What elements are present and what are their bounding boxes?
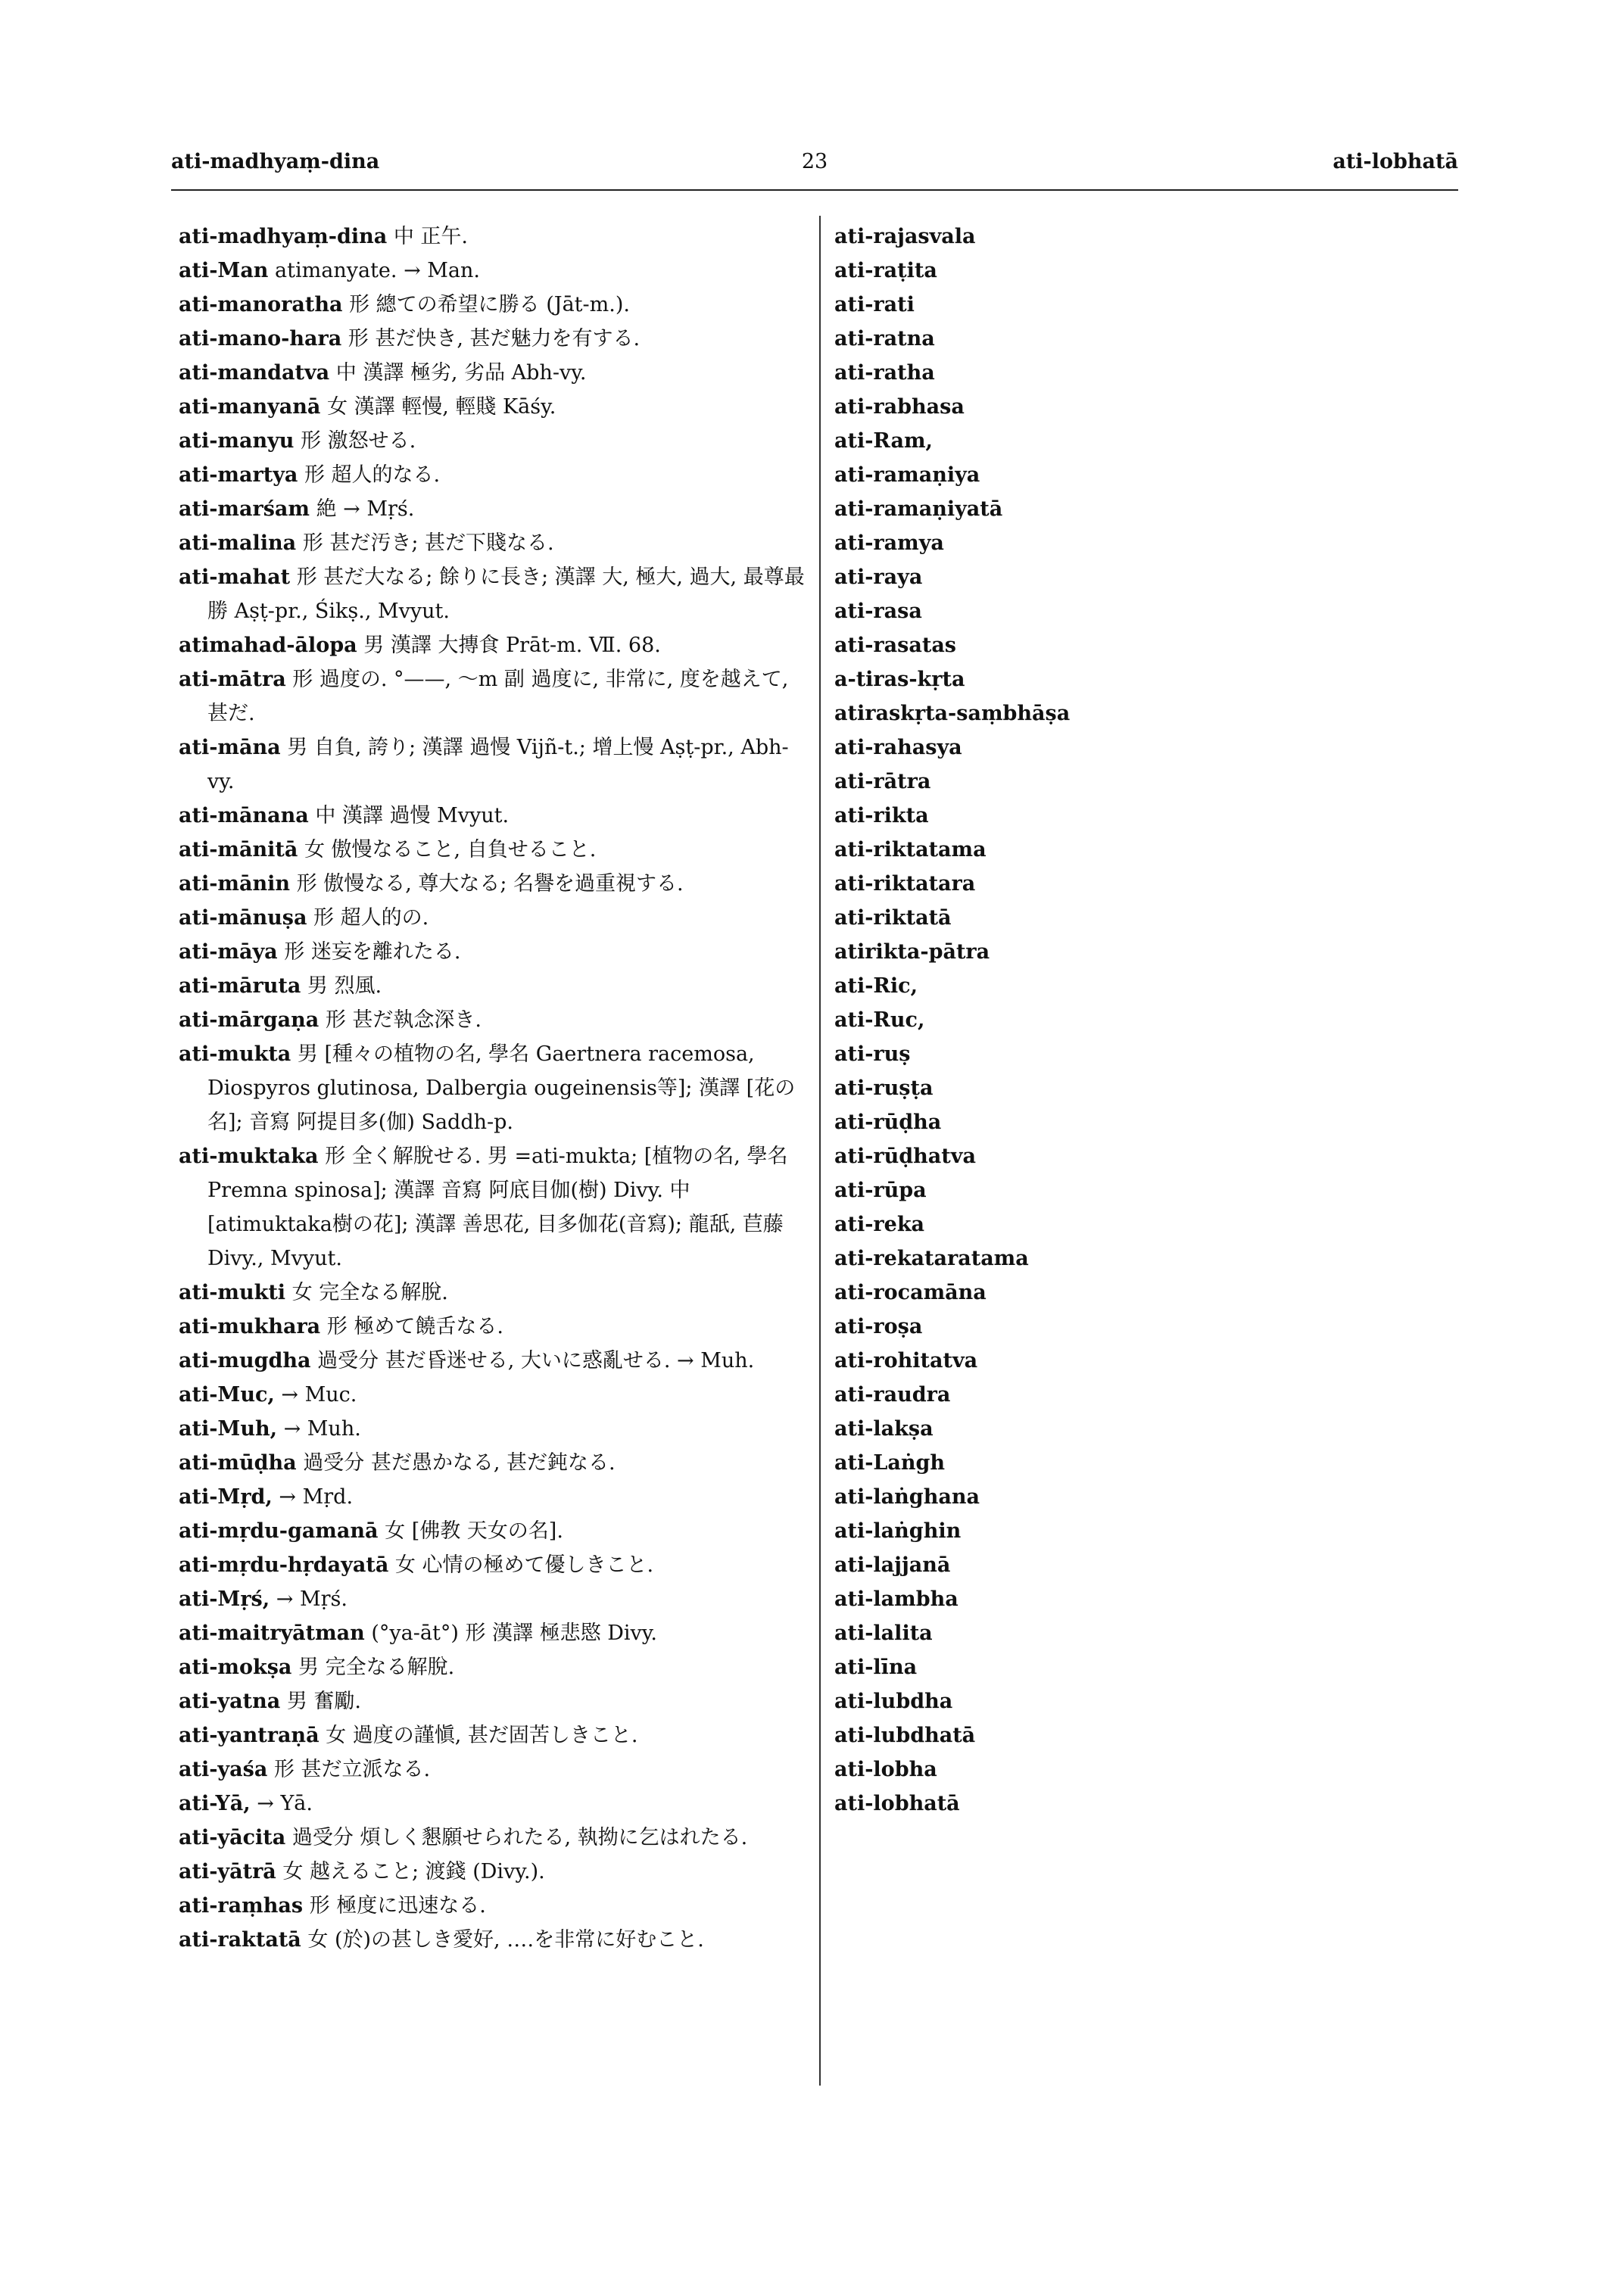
dictionary-entry bbox=[179, 1037, 815, 1139]
entry-definition: → Yā. bbox=[257, 1792, 313, 1815]
dictionary-entry bbox=[179, 1718, 815, 1752]
dictionary-entry bbox=[179, 1378, 815, 1412]
entry-headword: atirikta-pātra bbox=[834, 940, 990, 964]
entry-headword: ati-Ric, bbox=[834, 974, 918, 998]
entry-headword: ati-Yā, bbox=[179, 1792, 251, 1815]
dictionary-entry bbox=[834, 1207, 1470, 1242]
entry-headword: ati-lobhatā bbox=[834, 1792, 960, 1815]
dictionary-entry bbox=[179, 560, 815, 628]
entry-headword: ati-Ruc, bbox=[834, 1008, 925, 1032]
entry-definition: 形 極度に迅速なる. bbox=[309, 1894, 486, 1918]
dictionary-entry bbox=[834, 867, 1470, 901]
dictionary-entry bbox=[179, 969, 815, 1003]
dictionary-entry bbox=[834, 1582, 1470, 1616]
dictionary-entry bbox=[179, 1276, 815, 1310]
dictionary-entry bbox=[834, 560, 1470, 594]
dictionary-entry bbox=[834, 1684, 1470, 1718]
entry-definition: 過受分 甚だ愚かなる, 甚だ鈍なる. bbox=[303, 1451, 616, 1475]
entry-headword: ati-līna bbox=[834, 1656, 918, 1679]
entry-headword: ati-yantraṇā bbox=[179, 1724, 320, 1747]
dictionary-entry bbox=[179, 1855, 815, 1889]
right-column bbox=[834, 220, 1470, 1821]
entry-definition: 過受分 甚だ昏迷せる, 大いに惑亂せる. → Muh. bbox=[317, 1349, 755, 1372]
dictionary-entry bbox=[834, 254, 1470, 288]
entry-definition: 女 漢譯 輕慢, 輕賤 Kāśy. bbox=[327, 395, 556, 419]
entry-definition: 男 自負, 誇り; 漢譯 過慢 Vijñ-t.; 增上慢 Aṣṭ-pr., Abh-vy. bbox=[207, 736, 789, 793]
entry-definition: 男 烈風. bbox=[307, 974, 382, 998]
dictionary-entry bbox=[179, 492, 815, 526]
running-head-right: ati-lobhatā bbox=[1333, 150, 1458, 173]
entry-headword: ati-mahat bbox=[179, 565, 291, 589]
entry-headword: ati-reka bbox=[834, 1213, 925, 1236]
entry-headword: ati-raya bbox=[834, 565, 923, 589]
entry-headword: ati-mandatva bbox=[179, 361, 330, 385]
entry-headword: ati-raṭita bbox=[834, 259, 937, 282]
entry-headword: ati-ratha bbox=[834, 361, 935, 385]
entry-headword: ati-lakṣa bbox=[834, 1417, 934, 1441]
entry-definition: 形 迷妄を離れたる. bbox=[284, 940, 461, 964]
entry-definition: 絶 → Mṛś. bbox=[316, 497, 415, 521]
dictionary-entry bbox=[179, 1923, 815, 1957]
entry-definition: 女 完全なる解脫. bbox=[291, 1281, 448, 1304]
dictionary-entry bbox=[834, 1139, 1470, 1173]
entry-headword: ati-rātra bbox=[834, 770, 931, 793]
dictionary-entry bbox=[834, 220, 1470, 254]
dictionary-entry bbox=[834, 288, 1470, 322]
dictionary-entry bbox=[179, 1139, 815, 1276]
entry-definition: 女 (於)の甚しき愛好, ‥‥を非常に好むこと. bbox=[307, 1928, 704, 1952]
dictionary-entry bbox=[834, 969, 1470, 1003]
entry-headword: ati-rabhasa bbox=[834, 395, 965, 419]
entry-headword: ati-riktatama bbox=[834, 838, 987, 861]
dictionary-entry bbox=[834, 356, 1470, 390]
entry-headword: ati-madhyaṃ-dina bbox=[179, 225, 388, 248]
entry-headword: ati-lobha bbox=[834, 1758, 937, 1781]
dictionary-entry bbox=[179, 526, 815, 560]
entry-headword: ati-laṅghin bbox=[834, 1519, 962, 1543]
entry-headword: ati-roṣa bbox=[834, 1315, 923, 1338]
entry-definition: 女 過度の謹愼, 甚だ固苦しきこと. bbox=[326, 1724, 638, 1747]
entry-definition: 形 超人的の. bbox=[313, 906, 429, 930]
entry-headword: ati-lubdha bbox=[834, 1690, 953, 1713]
dictionary-entry bbox=[179, 1582, 815, 1616]
dictionary-entry bbox=[834, 458, 1470, 492]
entry-headword: ati-māruta bbox=[179, 974, 301, 998]
dictionary-entry bbox=[179, 1003, 815, 1037]
dictionary-entry bbox=[179, 1787, 815, 1821]
entry-headword: ati-māna bbox=[179, 736, 281, 759]
dictionary-entry bbox=[834, 1412, 1470, 1446]
dictionary-entry bbox=[834, 1718, 1470, 1752]
dictionary-entry bbox=[179, 901, 815, 935]
entry-headword: ati-rahasya bbox=[834, 736, 962, 759]
dictionary-entry bbox=[834, 1446, 1470, 1480]
entry-definition: 中 漢譯 極劣, 劣品 Abh-vy. bbox=[335, 361, 587, 385]
dictionary-entry bbox=[179, 1548, 815, 1582]
dictionary-entry bbox=[834, 1650, 1470, 1684]
entry-headword: ati-rikta bbox=[834, 804, 929, 827]
entry-definition: 女 [佛教 天女の名]. bbox=[385, 1519, 563, 1543]
dictionary-entry bbox=[179, 390, 815, 424]
entry-definition: 男 [種々の植物の名, 學名 Gaertnera racemosa, Diospyros glutinosa, Dalbergia ougeinensis等]; 漢譯 [花の名]; 音寫 阿提目多(伽) Saddh-p. bbox=[207, 1042, 796, 1134]
dictionary-entry bbox=[179, 935, 815, 969]
entry-headword: ati-māya bbox=[179, 940, 278, 964]
entry-definition: 男 完全なる解脫. bbox=[298, 1656, 455, 1679]
entry-headword: ati-yatna bbox=[179, 1690, 281, 1713]
dictionary-entry bbox=[179, 288, 815, 322]
entry-headword: ati-mukhara bbox=[179, 1315, 321, 1338]
entry-headword: ati-ruṣṭa bbox=[834, 1076, 934, 1100]
dictionary-entry bbox=[834, 935, 1470, 969]
entry-headword: ati-ramya bbox=[834, 531, 944, 555]
entry-definition: 形 甚だ大なる; 餘りに長き; 漢譯 大, 極大, 過大, 最尊最勝 Aṣṭ-pr., Śikṣ., Mvyut. bbox=[207, 565, 805, 623]
entry-headword: ati-rati bbox=[834, 293, 915, 316]
dictionary-entry bbox=[179, 1889, 815, 1923]
entry-headword: ati-Muh, bbox=[179, 1417, 277, 1441]
dictionary-entry bbox=[179, 1752, 815, 1787]
entry-headword: ati-Laṅgh bbox=[834, 1451, 946, 1475]
entry-definition: 形 甚だ汚き; 甚だ下賤なる. bbox=[302, 531, 554, 555]
entry-headword: ati-mugdha bbox=[179, 1349, 311, 1372]
dictionary-entry bbox=[834, 1378, 1470, 1412]
dictionary-entry bbox=[834, 492, 1470, 526]
entry-headword: ati-mānin bbox=[179, 872, 291, 896]
entry-headword: ati-mukta bbox=[179, 1042, 291, 1066]
dictionary-entry bbox=[179, 628, 815, 662]
entry-headword: ati-ramaṇiyatā bbox=[834, 497, 1003, 521]
dictionary-entry bbox=[834, 1514, 1470, 1548]
dictionary-entry bbox=[834, 1344, 1470, 1378]
entry-headword: ati-ruṣ bbox=[834, 1042, 911, 1066]
dictionary-entry bbox=[834, 1037, 1470, 1071]
entry-definition: atimanyate. → Man. bbox=[275, 259, 480, 282]
dictionary-entry bbox=[179, 1412, 815, 1446]
entry-headword: ati-yātrā bbox=[179, 1860, 276, 1883]
dictionary-entry bbox=[179, 1650, 815, 1684]
entry-headword: ati-rūḍha bbox=[834, 1111, 942, 1134]
dictionary-entry bbox=[834, 1003, 1470, 1037]
entry-headword: ati-lubdhatā bbox=[834, 1724, 976, 1747]
entry-headword: ati-maitryātman bbox=[179, 1622, 365, 1645]
entry-headword: ati-raktatā bbox=[179, 1928, 301, 1952]
entry-headword: ati-malina bbox=[179, 531, 297, 555]
entry-headword: ati-rasa bbox=[834, 600, 922, 623]
dictionary-entry bbox=[179, 1446, 815, 1480]
dictionary-entry bbox=[179, 1514, 815, 1548]
entry-headword: ati-mānitā bbox=[179, 838, 298, 861]
entry-headword: ati-riktatā bbox=[834, 906, 952, 930]
entry-definition: → Muc. bbox=[281, 1383, 357, 1407]
entry-definition: 女 心情の極めて優しきこと. bbox=[394, 1553, 654, 1577]
entry-headword: ati-yaśa bbox=[179, 1758, 268, 1781]
running-head-left: ati-madhyaṃ-dina bbox=[171, 150, 380, 173]
dictionary-entry bbox=[179, 424, 815, 458]
entry-headword: ati-raṃhas bbox=[179, 1894, 304, 1918]
dictionary-entry bbox=[834, 1242, 1470, 1276]
entry-definition: → Mṛd. bbox=[279, 1485, 354, 1509]
entry-headword: ati-mano-hara bbox=[179, 327, 342, 350]
dictionary-entry bbox=[834, 390, 1470, 424]
entry-headword: ati-rekataratama bbox=[834, 1247, 1029, 1270]
entry-headword: ati-marśam bbox=[179, 497, 310, 521]
dictionary-entry bbox=[834, 1105, 1470, 1139]
dictionary-entry bbox=[834, 1071, 1470, 1105]
dictionary-entry bbox=[179, 1344, 815, 1378]
dictionary-entry bbox=[179, 799, 815, 833]
entry-headword: ati-manoratha bbox=[179, 293, 343, 316]
entry-headword: ati-mṛdu-gamanā bbox=[179, 1519, 379, 1543]
entry-definition: 女 傲慢なること, 自負せること. bbox=[304, 838, 597, 861]
dictionary-entry bbox=[834, 526, 1470, 560]
entry-headword: ati-rohitatva bbox=[834, 1349, 978, 1372]
dictionary-entry bbox=[179, 1616, 815, 1650]
entry-headword: ati-lalita bbox=[834, 1622, 933, 1645]
dictionary-entry bbox=[179, 356, 815, 390]
dictionary-entry bbox=[179, 458, 815, 492]
entry-headword: ati-mārgaṇa bbox=[179, 1008, 320, 1032]
entry-headword: ati-ratna bbox=[834, 327, 935, 350]
entry-headword: ati-Mṛd, bbox=[179, 1485, 273, 1509]
entry-definition: 過受分 煩しく懇願せられたる, 執拗に乞はれたる. bbox=[291, 1826, 748, 1849]
entry-definition: 形 甚だ快き, 甚だ魅力を有する. bbox=[348, 327, 641, 350]
dictionary-entry bbox=[179, 867, 815, 901]
dictionary-entry bbox=[834, 696, 1470, 731]
dictionary-entry bbox=[834, 1752, 1470, 1787]
dictionary-entry bbox=[179, 322, 815, 356]
entry-headword: ati-manyu bbox=[179, 429, 295, 453]
entry-headword: ati-rūḍhatva bbox=[834, 1145, 976, 1168]
dictionary-entry bbox=[834, 322, 1470, 356]
entry-definition: 形 激怒せる. bbox=[301, 429, 416, 453]
entry-headword: ati-lambha bbox=[834, 1587, 959, 1611]
dictionary-entry bbox=[179, 662, 815, 731]
entry-headword: ati-mānana bbox=[179, 804, 309, 827]
entry-headword: ati-Man bbox=[179, 259, 269, 282]
dictionary-entry bbox=[834, 901, 1470, 935]
entry-definition: 中 正午. bbox=[393, 225, 468, 248]
entry-headword: ati-mṛdu-hṛdayatā bbox=[179, 1553, 389, 1577]
entry-headword: a-tiras-kṛta bbox=[834, 668, 965, 691]
dictionary-entry bbox=[834, 1310, 1470, 1344]
entry-headword: ati-rajasvala bbox=[834, 225, 976, 248]
page-number: 23 bbox=[801, 150, 828, 173]
dictionary-entry bbox=[834, 1276, 1470, 1310]
dictionary-entry bbox=[179, 1821, 815, 1855]
entry-headword: ati-mātra bbox=[179, 668, 286, 691]
dictionary-entry bbox=[834, 1548, 1470, 1582]
entry-definition: → Mṛś. bbox=[276, 1587, 348, 1611]
entry-headword: ati-Mṛś, bbox=[179, 1587, 270, 1611]
dictionary-entry bbox=[179, 1684, 815, 1718]
entry-definition: 男 漢譯 大摶食 Prāt-m. Ⅶ. 68. bbox=[363, 634, 661, 657]
entry-headword: atiraskṛta-saṃbhāṣa bbox=[834, 702, 1071, 725]
dictionary-entry bbox=[834, 1480, 1470, 1514]
entry-definition: 形 甚だ執念深き. bbox=[325, 1008, 482, 1032]
dictionary-entry bbox=[834, 833, 1470, 867]
entry-headword: ati-manyanā bbox=[179, 395, 321, 419]
entry-definition: 中 漢譯 過慢 Mvyut. bbox=[315, 804, 510, 827]
entry-definition: 女 越えること; 渡錢 (Divy.). bbox=[282, 1860, 545, 1883]
dictionary-entry bbox=[834, 594, 1470, 628]
entry-headword: ati-martya bbox=[179, 463, 298, 487]
left-column bbox=[179, 220, 815, 1957]
entry-headword: ati-rasatas bbox=[834, 634, 957, 657]
dictionary-entry bbox=[834, 424, 1470, 458]
entry-headword: ati-muktaka bbox=[179, 1145, 319, 1168]
dictionary-entry bbox=[834, 799, 1470, 833]
entry-headword: ati-rocamāna bbox=[834, 1281, 987, 1304]
entry-headword: ati-yācita bbox=[179, 1826, 286, 1849]
entry-headword: ati-Ram, bbox=[834, 429, 933, 453]
page-header bbox=[171, 150, 1458, 188]
dictionary-entry bbox=[179, 731, 815, 799]
dictionary-entry bbox=[179, 220, 815, 254]
entry-headword: ati-lajjanā bbox=[834, 1553, 951, 1577]
dictionary-entry bbox=[834, 731, 1470, 765]
dictionary-entry bbox=[834, 1616, 1470, 1650]
dictionary-entry bbox=[179, 833, 815, 867]
header-rule bbox=[171, 189, 1458, 191]
dictionary-entry bbox=[834, 1787, 1470, 1821]
dictionary-entry bbox=[834, 662, 1470, 696]
dictionary-entry bbox=[834, 765, 1470, 799]
entry-definition: 形 過度の. °——, 〜m 副 過度に, 非常に, 度を越えて, 甚だ. bbox=[207, 668, 789, 725]
dictionary-entry bbox=[179, 1310, 815, 1344]
entry-definition: 形 總ての希望に勝る (Jāt-m.). bbox=[349, 293, 630, 316]
entry-headword: ati-laṅghana bbox=[834, 1485, 980, 1509]
entry-headword: ati-riktatara bbox=[834, 872, 976, 896]
dictionary-entry bbox=[834, 1173, 1470, 1207]
dictionary-entry bbox=[179, 1480, 815, 1514]
entry-definition: 形 超人的なる. bbox=[304, 463, 441, 487]
entry-headword: atimahad-ālopa bbox=[179, 634, 357, 657]
entry-definition: 形 傲慢なる, 尊大なる; 名譽を過重視する. bbox=[296, 872, 684, 896]
entry-headword: ati-mūḍha bbox=[179, 1451, 297, 1475]
entry-definition: 形 甚だ立派なる. bbox=[273, 1758, 431, 1781]
entry-headword: ati-mukti bbox=[179, 1281, 286, 1304]
entry-definition: → Muh. bbox=[283, 1417, 361, 1441]
column-divider bbox=[819, 216, 821, 2086]
dictionary-entry bbox=[834, 628, 1470, 662]
entry-headword: ati-ramaṇiya bbox=[834, 463, 980, 487]
entry-definition: (°ya-āt°) 形 漢譯 極悲愍 Divy. bbox=[371, 1622, 657, 1645]
entry-headword: ati-rūpa bbox=[834, 1179, 927, 1202]
entry-headword: ati-raudra bbox=[834, 1383, 951, 1407]
entry-headword: ati-Muc, bbox=[179, 1383, 275, 1407]
entry-headword: ati-mokṣa bbox=[179, 1656, 292, 1679]
entry-headword: ati-mānuṣa bbox=[179, 906, 307, 930]
entry-definition: 男 奮勵. bbox=[286, 1690, 361, 1713]
dictionary-entry bbox=[179, 254, 815, 288]
entry-definition: 形 全く解脫せる. 男 =ati-mukta; [植物の名, 學名 Premna spinosa]; 漢譯 音寫 阿底目伽(樹) Divy. 中 [atimuktaka樹の花]; 漢譯 善思花, 目多伽花(音寫); 龍舐, 苣藤 Divy., Mvyut. bbox=[207, 1145, 788, 1270]
entry-definition: 形 極めて饒舌なる. bbox=[326, 1315, 503, 1338]
